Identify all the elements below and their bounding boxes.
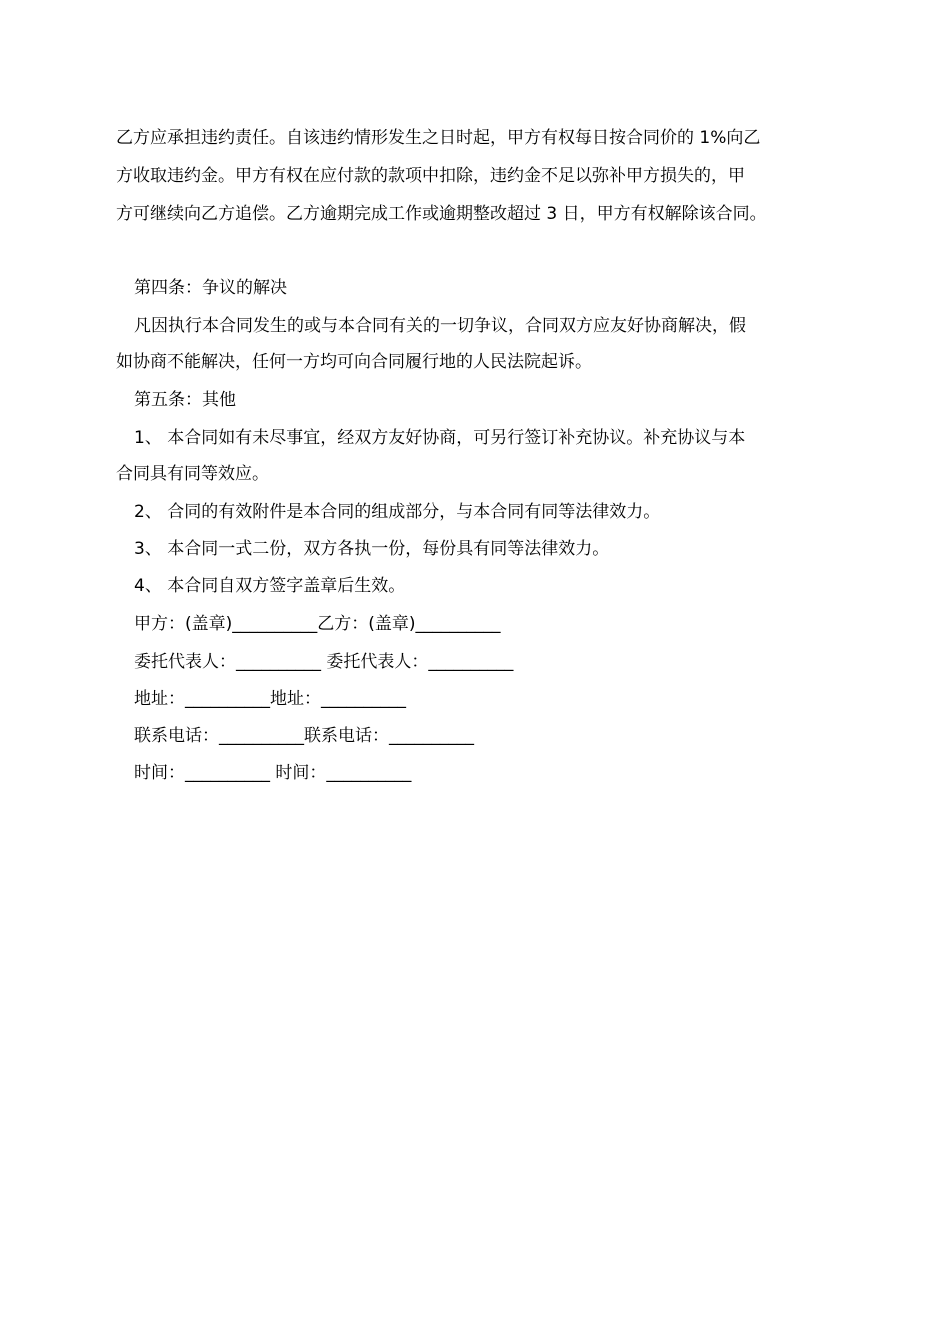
list-item: 2、 合同的有效附件是本合同的组成部分，与本合同有同等法律效力。: [134, 502, 661, 522]
signature-seal-line: 甲方：(盖章)__________乙方：(盖章)__________: [134, 614, 501, 634]
list-item: 1、 本合同如有未尽事宜，经双方友好协商，可另行签订补充协议。补充协议与本: [134, 428, 746, 448]
list-item-continuation: 合同具有同等效应。: [116, 464, 269, 484]
list-item: 4、 本合同自双方签字盖章后生效。: [134, 576, 406, 596]
article-4-heading: 第四条：争议的解决: [134, 278, 287, 298]
paragraph-line: 如协商不能解决，任何一方均可向合同履行地的人民法院起诉。: [116, 352, 592, 372]
signature-time-line: 时间：__________ 时间：__________: [134, 763, 412, 783]
paragraph-line: 凡因执行本合同发生的或与本合同有关的一切争议，合同双方应友好协商解决，假: [134, 316, 746, 336]
list-item: 3、 本合同一式二份，双方各执一份，每份具有同等法律效力。: [134, 539, 610, 559]
paragraph-line: 乙方应承担违约责任。自该违约情形发生之日时起，甲方有权每日按合同价的 1%向乙: [116, 128, 761, 148]
signature-address-line: 地址：__________地址：__________: [134, 689, 406, 709]
paragraph-line: 方收取违约金。甲方有权在应付款的款项中扣除，违约金不足以弥补甲方损失的，甲: [116, 166, 745, 186]
article-5-heading: 第五条：其他: [134, 390, 236, 410]
signature-phone-line: 联系电话：__________联系电话：__________: [134, 726, 474, 746]
signature-representative-line: 委托代表人：__________ 委托代表人：__________: [134, 652, 514, 672]
paragraph-line: 方可继续向乙方追偿。乙方逾期完成工作或逾期整改超过 3 日，甲方有权解除该合同。: [116, 204, 767, 224]
